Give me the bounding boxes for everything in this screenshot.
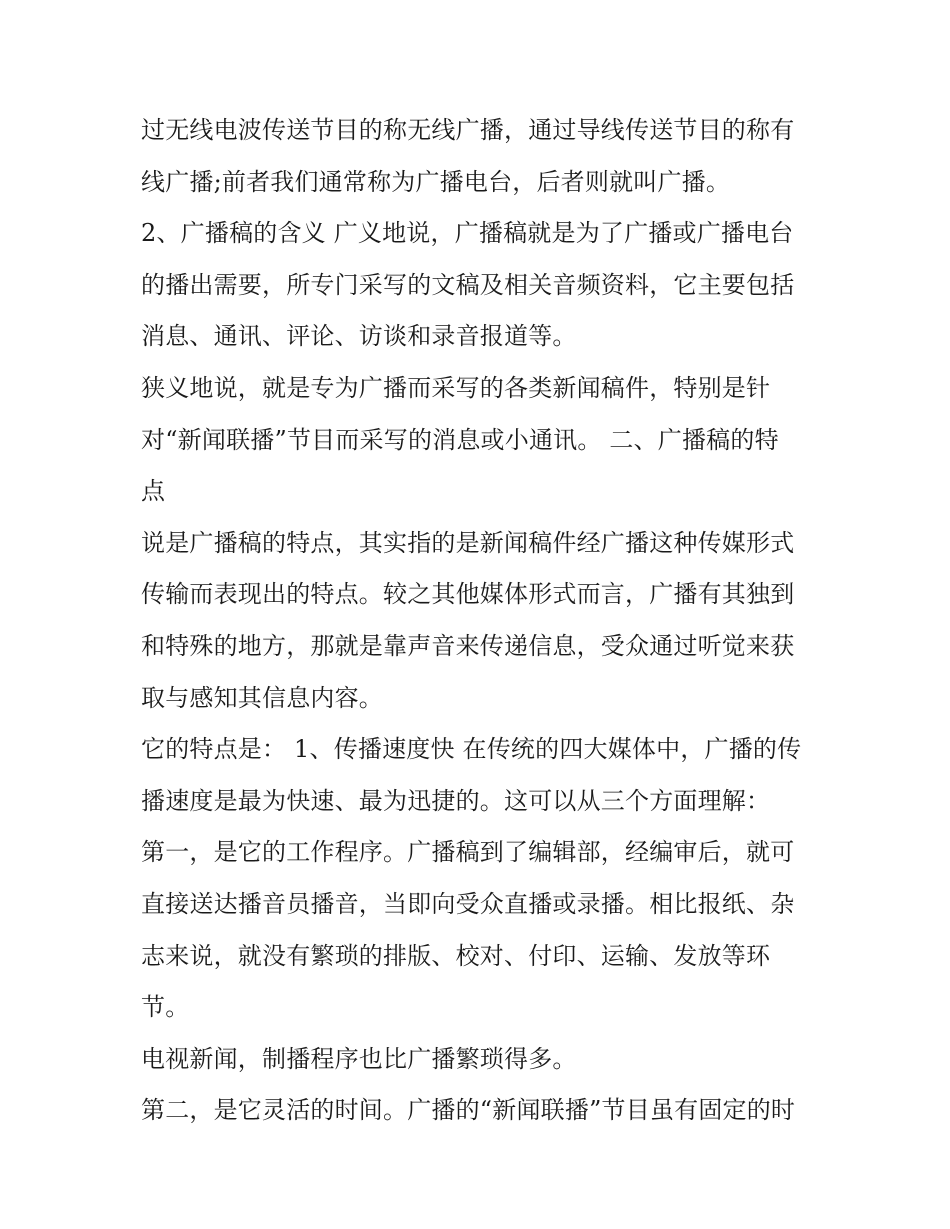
text-line: 节。 [141,993,190,1022]
text-line: 消息、通讯、评论、访谈和录音报道等。 [141,322,577,351]
text-line: 它的特点是： 1、传播速度快 在传统的四大媒体中，广播的传 [141,735,802,764]
text-line: 第一，是它的工作程序。广播稿到了编辑部，经编审后，就可 [141,838,795,867]
text-line: 播速度是最为快速、最为迅捷的。这可以从三个方面理解： [141,786,771,815]
text-line: 2、广播稿的含义 广义地说，广播稿就是为了广播或广播电台 [141,219,794,248]
body-text [141,105,821,1137]
text-line: 取与感知其信息内容。 [141,683,383,712]
text-line: 第二，是它灵活的时间。广播的“新闻联播”节目虽有固定的时 [141,1096,796,1125]
text-line: 点 [141,477,166,506]
text-line: 线广播;前者我们通常称为广播电台，后者则就叫广播。 [141,167,731,196]
text-line: 过无线电波传送节目的称无线广播，通过导线传送节目的称有 [141,116,795,144]
text-line: 对“新闻联播”节目而采写的消息或小通讯。 二、广播稿的特 [141,425,779,454]
text-line: 说是广播稿的特点，其实指的是新闻稿件经广播这种传媒形式 [141,528,795,557]
text-line: 志来说，就没有繁琐的排版、校对、付印、运输、发放等环 [141,941,771,970]
text-line: 直接送达播音员播音，当即向受众直播或录播。相比报纸、杂 [141,889,795,918]
text-line: 狭义地说，就是专为广播而采写的各类新闻稿件，特别是针 [141,373,771,402]
text-line: 的播出需要，所专门采写的文稿及相关音频资料，它主要包括 [141,270,795,299]
text-line: 电视新闻，制播程序也比广播繁琐得多。 [141,1044,577,1073]
text-line: 和特殊的地方，那就是靠声音来传递信息，受众通过听觉来获 [141,631,795,660]
text-line: 传输而表现出的特点。较之其他媒体形式而言，广播有其独到 [141,580,795,609]
